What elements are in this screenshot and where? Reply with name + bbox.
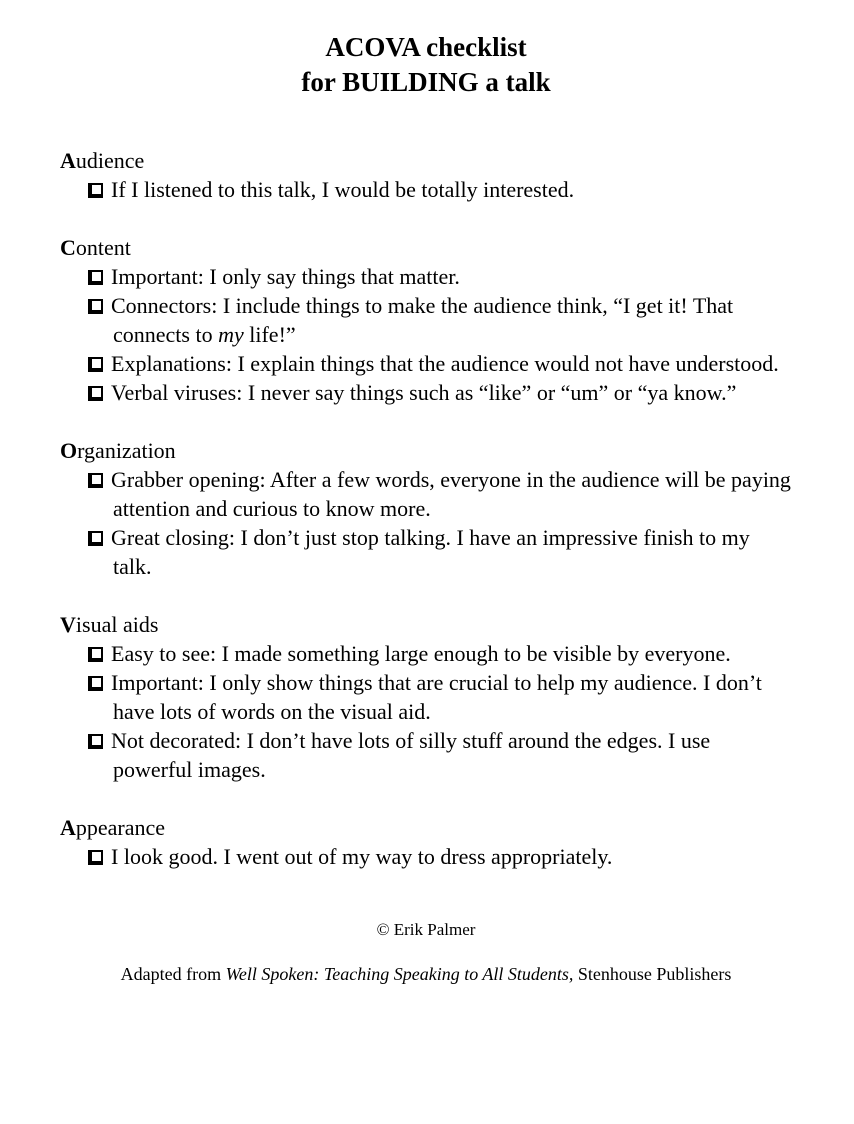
section-heading: [60, 436, 792, 465]
section-visual-aids: [60, 610, 792, 784]
section-content: [60, 233, 792, 407]
item-text-post: life!”: [243, 322, 296, 347]
checklist-item: [88, 378, 792, 407]
section-heading: [60, 610, 792, 639]
section-heading-rest: udience: [75, 148, 145, 173]
checkbox-icon[interactable]: [88, 357, 103, 372]
section-heading-initial: A: [60, 815, 76, 840]
section-heading-initial: A: [60, 148, 76, 173]
checkbox-icon[interactable]: [88, 676, 103, 691]
copyright-line: © Erik Palmer: [376, 920, 476, 939]
checklist-item: [88, 523, 792, 581]
section-heading: [60, 146, 792, 175]
section-heading-rest: ppearance: [75, 815, 166, 840]
checkbox-icon[interactable]: [88, 299, 103, 314]
section-heading-initial: O: [60, 438, 78, 463]
checkbox-icon[interactable]: [88, 531, 103, 546]
item-text: Easy to see: I made something large enough to be visible by everyone.: [111, 641, 731, 666]
page-title: [60, 30, 792, 100]
item-text: Not decorated: I don’t have lots of silly stuff around the edges. I use powerful images.: [111, 728, 711, 782]
section-heading: [60, 813, 792, 842]
checklist-item: [88, 639, 792, 668]
attribution-book-title: Well Spoken: Teaching Speaking to All Students,: [225, 964, 574, 984]
item-text: If I listened to this talk, I would be totally interested.: [111, 177, 575, 202]
title-line-2: for BUILDING a talk: [301, 67, 551, 97]
checkbox-icon[interactable]: [88, 270, 103, 285]
attribution-suffix: Stenhouse Publishers: [573, 964, 732, 984]
section-heading-rest: isual aids: [75, 612, 159, 637]
checklist-item: [88, 349, 792, 378]
checklist-item: [88, 175, 792, 204]
item-text: Important: I only show things that are crucial to help my audience. I don’t have lots of words on the visual aid.: [111, 670, 762, 724]
section-appearance: [60, 813, 792, 871]
item-text: Explanations: I explain things that the audience would not have understood.: [111, 351, 779, 376]
checkbox-icon[interactable]: [88, 473, 103, 488]
attribution-prefix: Adapted from: [120, 964, 226, 984]
checklist-item: [88, 726, 792, 784]
checkbox-icon[interactable]: [88, 183, 103, 198]
section-heading-initial: V: [60, 612, 76, 637]
section-heading-rest: rganization: [77, 438, 176, 463]
checklist-item: [88, 291, 792, 349]
checklist-item: [88, 668, 792, 726]
checklist-item: [88, 465, 792, 523]
item-text: Verbal viruses: I never say things such as “like” or “um” or “ya know.”: [111, 380, 737, 405]
item-text-italic: my: [218, 322, 244, 347]
checklist-item: [88, 842, 792, 871]
section-heading-rest: ontent: [75, 235, 131, 260]
section-heading-initial: C: [60, 235, 76, 260]
item-text: [111, 293, 733, 347]
checkbox-icon[interactable]: [88, 647, 103, 662]
item-text: Grabber opening: After a few words, everyone in the audience will be paying attention and curious to know more.: [111, 467, 791, 521]
item-text-pre: Connectors: I include things to make the audience think, “I get it! That connects to: [111, 293, 734, 347]
attribution-line: [60, 963, 792, 986]
checkbox-icon[interactable]: [88, 850, 103, 865]
checkbox-icon[interactable]: [88, 386, 103, 401]
item-text: I look good. I went out of my way to dress appropriately.: [111, 844, 613, 869]
item-text: Great closing: I don’t just stop talking. I have an impressive finish to my talk.: [111, 525, 750, 579]
item-text: Important: I only say things that matter.: [111, 264, 460, 289]
checklist-item: [88, 262, 792, 291]
section-heading: [60, 233, 792, 262]
section-organization: [60, 436, 792, 581]
checkbox-icon[interactable]: [88, 734, 103, 749]
section-audience: [60, 146, 792, 204]
title-line-1: ACOVA checklist: [325, 32, 527, 62]
